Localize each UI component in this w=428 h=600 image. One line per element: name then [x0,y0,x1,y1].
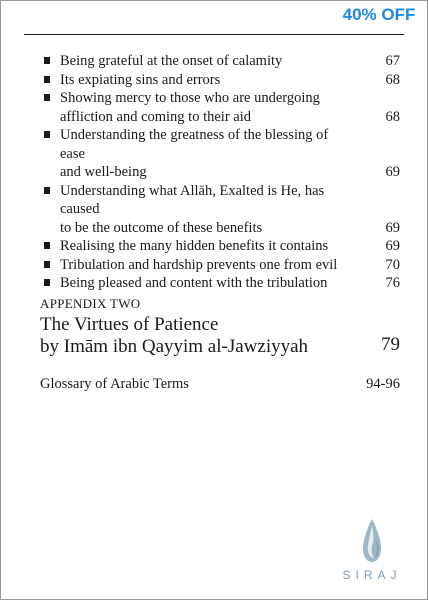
toc-item-page: 69 [385,164,400,180]
bullet-icon [44,57,50,64]
appendix-label: APPENDIX TWO [40,296,141,311]
logo-text: SIRAJ [342,568,402,582]
toc-item-text: Being pleased and content with the tribulation [60,275,328,291]
siraj-logo [334,518,410,590]
bullet-icon [44,187,50,194]
discount-badge: 40% OFF [332,2,426,28]
toc-item [44,256,400,275]
toc-item [44,274,400,293]
bullet-icon [44,242,50,249]
glossary-page-number: 94-96 [366,376,400,392]
toc-item-text: Understanding what Allāh, Exalted is He, has caused to be the outcome of these benefits [60,182,325,236]
bullet-icon [44,261,50,268]
toc-item-text: Its expiating sins and errors [60,71,221,88]
toc-item-page: 69 [385,219,400,236]
bullet-icon [44,131,50,138]
toc-item-page: 68 [385,71,400,88]
glossary-label: Glossary of Arabic Terms [40,376,189,392]
bullet-icon [44,76,50,83]
toc-item-page: 69 [385,238,400,254]
bullet-icon [44,94,50,101]
toc-item-text: Showing mercy to those who are undergoing affliction and coming to their aid [60,90,320,125]
toc-item-page: 67 [385,53,400,69]
top-rule [24,34,404,35]
bullet-icon [44,279,50,286]
toc-item-page: 70 [385,256,400,273]
toc-item-page: 68 [385,108,400,125]
toc-list [44,52,400,293]
toc-item [44,89,400,126]
toc-item-page: 76 [385,275,400,291]
toc-item [44,52,400,71]
appendix-title: The Virtues of Patience [40,314,219,335]
toc-item-text: Being grateful at the onset of calamity [60,53,283,69]
toc-item [44,126,400,182]
toc-item-text: Understanding the greatness of the blessing of ease and well-being [60,127,329,180]
appendix-author: by Imām ibn Qayyim al-Jawziyyah [40,336,309,357]
toc-item [44,71,400,90]
toc-item [44,182,400,238]
toc-item [44,237,400,256]
appendix-page-number: 79 [381,334,400,355]
toc-item-text: Tribulation and hardship prevents one from evil [60,256,338,273]
toc-item-text: Realising the many hidden benefits it contains [60,238,329,254]
water-drop-icon [360,518,384,564]
